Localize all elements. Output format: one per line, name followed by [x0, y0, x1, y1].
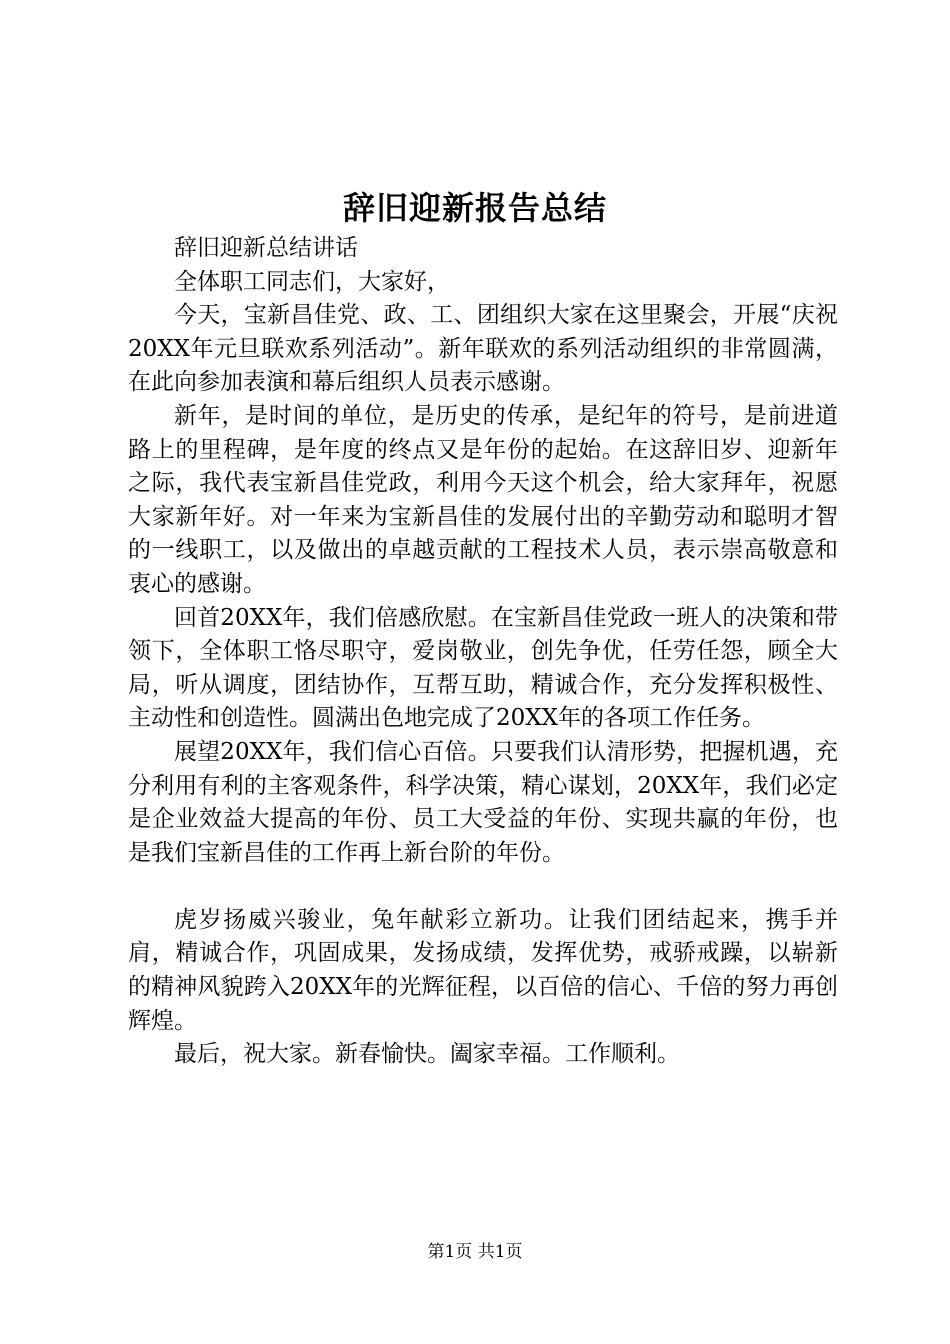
paragraph-subtitle: 辞旧迎新总结讲话: [174, 235, 358, 261]
document-title: 辞旧迎新报告总结: [342, 189, 607, 227]
document-body: [128, 232, 838, 1072]
paragraph-call-to-action: 虎岁扬威兴骏业，兔年献彩立新功。让我们团结起来，携手并肩，精诚合作，巩固成果，发扬成绩，发挥优势，戒骄戒躁，以崭新的精神风貌跨入20XX年的光辉征程，以百倍的信心、千倍的努力再创辉煌。: [128, 906, 838, 1034]
paragraph-review: 回首20XX年，我们倍感欣慰。在宝新昌佳党政一班人的决策和带领下，全体职工恪尽职守，爱岗敬业，创先争优，任劳任怨，顾全大局，听从调度，团结协作，互帮互助，精诚合作，充分发挥积极性、主动性和创造性。圆满出色地完成了20XX年的各项工作任务。: [128, 604, 838, 732]
page-footer: 第1页 共1页: [427, 1242, 523, 1262]
paragraph-outlook: 展望20XX年，我们信心百倍。只要我们认清形势，把握机遇，充分利用有利的主客观条件，科学决策，精心谋划，20XX年，我们必定是企业效益大提高的年份、员工大受益的年份、实现共赢的年份，也是我们宝新昌佳的工作再上新台阶的年份。: [128, 738, 838, 866]
paragraph-opening: 今天，宝新昌佳党、政、工、团组织大家在这里聚会，开展“庆祝20XX年元旦联欢系列活动”。新年联欢的系列活动组织的非常圆满，在此向参加表演和幕后组织人员表示感谢。: [128, 302, 838, 396]
paragraph-closing: 最后，祝大家。新春愉快。阖家幸福。工作顺利。: [174, 1041, 680, 1068]
paragraph-new-year: 新年，是时间的单位，是历史的传承，是纪年的符号，是前进道路上的里程碑，是年度的终点又是年份的起始。在这辞旧岁、迎新年之际，我代表宝新昌佳党政，利用今天这个机会，给大家拜年，祝愿大家新年好。对一年来为宝新昌佳的发展付出的辛勤劳动和聪明才智的一线职工，以及做出的卓越贡献的工程技术人员，表示崇高敬意和衷心的感谢。: [128, 402, 838, 597]
paragraph-greeting: 全体职工同志们，大家好，: [174, 268, 450, 295]
